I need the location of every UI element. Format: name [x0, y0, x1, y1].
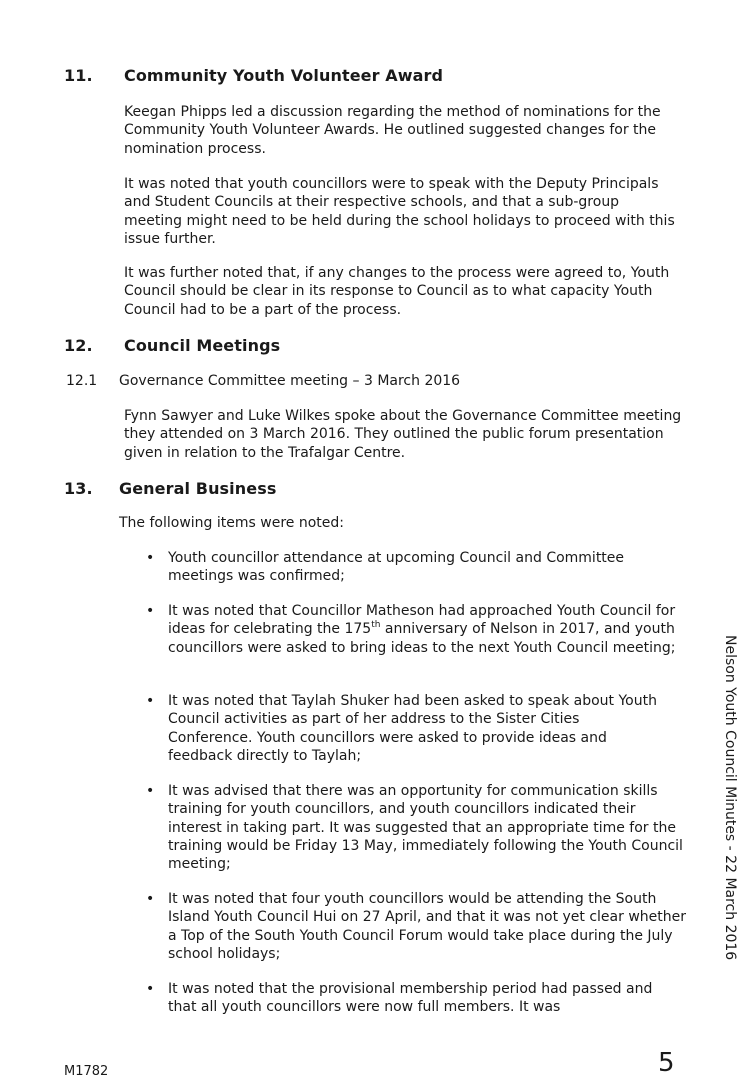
bullet-item-1: Youth councillor attendance at upcoming Council and Committee meetings was confirmed;	[168, 550, 625, 585]
section-11-paragraph-3: It was further noted that, if any changes to the process were agreed to, Youth Council should be clear in its response to Council as to what capacity Youth Council had to be a part of the process.	[124, 265, 670, 318]
section-11-title: Community Youth Volunteer Award	[124, 66, 444, 85]
section-12-1-title: Governance Committee meeting – 3 March 2016	[119, 373, 461, 389]
section-11-number: 11.	[64, 66, 93, 85]
section-12-number: 12.	[64, 336, 93, 355]
bullet-item-2: It was noted that Councillor Matheson had approached Youth Council for ideas for celebrating the 175th anniversary of Nelson in 2017, and youth councillors were asked to bring ideas to the next Youth Council meeting;	[168, 603, 676, 656]
section-13-intro: The following items were noted:	[119, 515, 344, 531]
section-13-number: 13.	[64, 479, 93, 498]
section-12-1-number: 12.1	[66, 373, 98, 389]
bullet-marker: •	[146, 981, 155, 997]
footer-document-code: M1782	[64, 1064, 109, 1079]
bullet-marker: •	[146, 603, 155, 619]
sidebar-document-title: Nelson Youth Council Minutes - 22 March 2016	[722, 635, 738, 961]
bullet-item-5: It was noted that four youth councillors would be attending the South Island Youth Council Hui on 27 April, and that it was not yet clear whether a Top of the South Youth Council Forum would take place during the July school holidays;	[168, 891, 686, 962]
bullet-marker: •	[146, 783, 155, 799]
footer-page-number: 5	[658, 1048, 675, 1078]
section-11-paragraph-2: It was noted that youth councillors were to speak with the Deputy Principals and Student Councils at their respective schools, and that a sub-group meeting might need to be held during the school holidays to proceed with this issue further.	[124, 176, 675, 247]
bullet-marker: •	[146, 891, 155, 907]
bullet-marker: •	[146, 693, 155, 709]
section-12-title: Council Meetings	[124, 336, 281, 355]
bullet-item-4: It was advised that there was an opportunity for communication skills training for youth councillors, and youth councillors indicated their interest in taking part. It was suggested that an appropriate time for the training would be Friday 13 May, immediately following the Youth Council meeting;	[168, 783, 683, 873]
section-12-paragraph: Fynn Sawyer and Luke Wilkes spoke about the Governance Committee meeting they attended on 3 March 2016. They outlined the public forum presentation given in relation to the Trafalgar Centre.	[124, 408, 682, 461]
section-13-title: General Business	[119, 479, 277, 498]
section-11-paragraph-1: Keegan Phipps led a discussion regarding the method of nominations for the Community Youth Volunteer Awards. He outlined suggested changes for the nomination process.	[124, 104, 661, 157]
bullet-marker: •	[146, 550, 155, 566]
bullet-item-6: It was noted that the provisional membership period had passed and that all youth councillors were now full members. It was	[168, 981, 653, 1016]
bullet-item-3: It was noted that Taylah Shuker had been asked to speak about Youth Council activities as part of her address to the Sister Cities Conference. Youth councillors were asked to provide ideas and feedback directly to Taylah;	[168, 693, 657, 764]
